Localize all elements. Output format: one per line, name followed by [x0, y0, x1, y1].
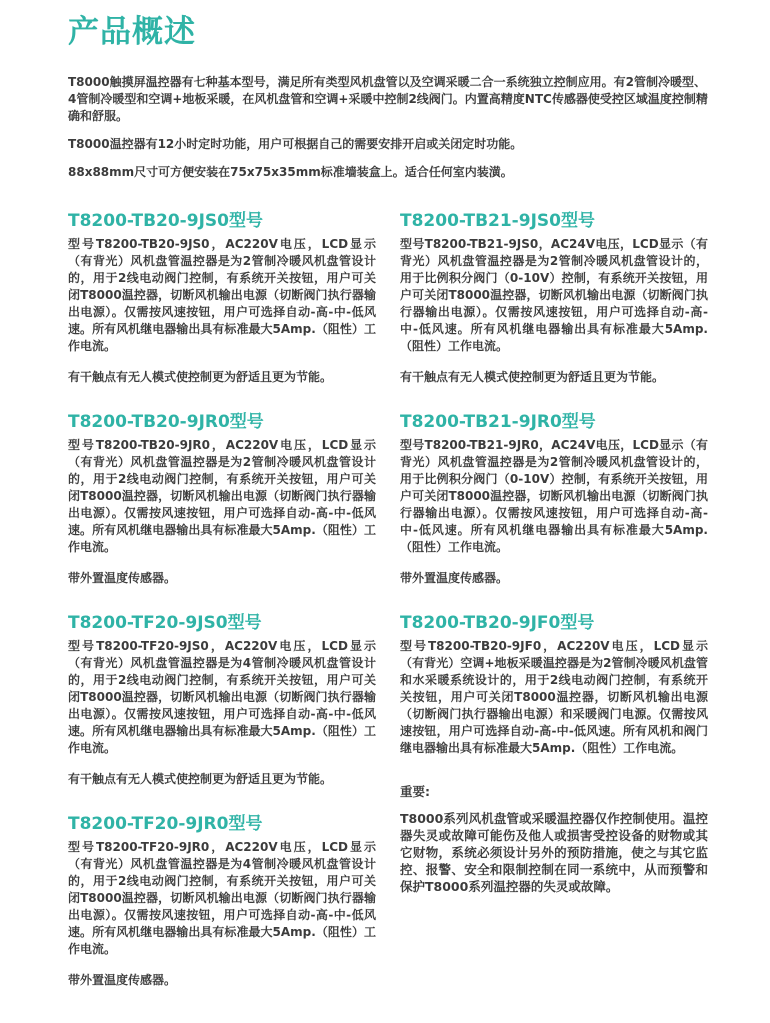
model-description: 型号T8200-TF20-9JR0，AC220V电压，LCD显示（有背光）风机盘管温控器是为4管制冷暖风机盘管设计的，用于2线电动阀门控制，有系统开关按钮，用户可关闭T8000温控器，切断风机输出电源（切断阀门执行器输出电源）。仅需按风速按钮，用户可选择自动-高-中-低风速。所有风机继电器输出具有标准最大5Amp.（阻性）工作电流。 [68, 840, 376, 956]
page-title: 产品概述 [68, 14, 196, 50]
model-title: T8200-TB20-9JF0型号 [400, 613, 595, 633]
model-note: 有干触点有无人模式使控制更为舒适且更为节能。 [68, 772, 333, 786]
left-column [68, 211, 376, 1015]
model-title: T8200-TF20-9JS0型号 [68, 613, 262, 633]
model-section-tb20-9jr0 [68, 412, 376, 587]
model-title: T8200-TF20-9JR0型号 [68, 814, 263, 834]
model-section-tf20-9jr0 [68, 814, 376, 989]
intro-section [68, 74, 708, 181]
model-title: T8200-TB21-9JS0型号 [400, 211, 595, 231]
model-title: T8200-TB21-9JR0型号 [400, 412, 596, 432]
important-label: 重要: [400, 784, 430, 799]
important-note [400, 783, 708, 895]
model-section-tb21-9js0 [400, 211, 708, 386]
model-title: T8200-TB20-9JS0型号 [68, 211, 263, 231]
model-description: 型号T8200-TB20-9JS0，AC220V电压，LCD显示（有背光）风机盘管温控器是为2管制冷暖风机盘管设计的，用于2线电动阀门控制，有系统开关按钮，用户可关闭T8000温控器，切断风机输出电源（切断阀门执行器输出电源）。仅需按风速按钮，用户可选择自动-高-中-低风速。所有风机继电器输出具有标准最大5Amp.（阻性）工作电流。 [68, 237, 376, 353]
model-description: 型号T8200-TF20-9JS0，AC220V电压，LCD显示（有背光）风机盘管温控器是为4管制冷暖风机盘管设计的，用于2线电动阀门控制，有系统开关按钮，用户可关闭T8000温控器，切断风机输出电源（切断阀门执行器输出电源）。仅需按风速按钮，用户可选择自动-高-中-低风速。所有风机继电器输出具有标准最大5Amp.（阻性）工作电流。 [68, 639, 376, 755]
model-section-tb20-9js0 [68, 211, 376, 386]
model-note: 带外置温度传感器。 [68, 571, 177, 585]
important-text: T8000系列风机盘管或采暖温控器仅作控制使用。温控器失灵或故障可能伤及他人或损害受控设备的财物或其它财物，系统必须设计另外的预防措施，使之与其它监控、报警、安全和限制控制在同一系统中，从而预警和保护T8000系列温控器的失灵或故障。 [400, 811, 708, 894]
model-description: 型号T8200-TB20-9JR0，AC220V电压，LCD显示（有背光）风机盘管温控器是为2管制冷暖风机盘管设计的，用于2线电动阀门控制，有系统开关按钮，用户可关闭T8000温控器，切断风机输出电源（切断阀门执行器输出电源）。仅需按风速按钮，用户可选择自动-高-中-低风速。所有风机继电器输出具有标准最大5Amp.（阻性）工作电流。 [68, 438, 376, 554]
model-section-tf20-9js0 [68, 613, 376, 788]
model-description: 型号T8200-TB20-9JF0，AC220V电压，LCD显示（有背光）空调+地板采暖温控器是为2管制冷暖风机盘管和水采暖系统设计的，用于2线电动阀门控制，有系统开关按钮，用户可关闭T8000温控器，切断风机输出电源（切断阀门执行器输出电源）和采暖阀门电源。仅需按风速按钮，用户可选择自动-高-中-低风速。所有风机和阀门继电器输出具有标准最大5Amp.（阻性）工作电流。 [400, 639, 708, 755]
model-note: 有干触点有无人模式使控制更为舒适且更为节能。 [68, 370, 333, 384]
model-description: 型号T8200-TB21-9JS0，AC24V电压，LCD显示（有背光）风机盘管温控器是为2管制冷暖风机盘管设计的，用于比例积分阀门（0-10V）控制，有系统开关按钮，用户可关闭T8000温控器，切断风机输出电源（切断阀门执行器输出电源）。仅需按风速按钮，用户可选择自动-高-中-低风速。所有风机继电器输出具有标准最大5Amp.（阻性）工作电流。 [400, 237, 708, 353]
model-columns [68, 211, 708, 1015]
model-section-tb21-9jr0 [400, 412, 708, 587]
intro-paragraph-2: T8000温控器有12小时定时功能，用户可根据自己的需要安排开启或关闭定时功能。 [68, 137, 523, 151]
model-section-tb20-9jf0 [400, 613, 708, 757]
model-title: T8200-TB20-9JR0型号 [68, 412, 264, 432]
model-note: 带外置温度传感器。 [400, 571, 509, 585]
model-note: 带外置温度传感器。 [68, 973, 177, 987]
model-note: 有干触点有无人模式使控制更为舒适且更为节能。 [400, 370, 665, 384]
intro-paragraph-3: 88x88mm尺寸可方便安装在75x75x35mm标准墙装盒上。适合任何室内装潢。 [68, 165, 513, 179]
model-description: 型号T8200-TB21-9JR0，AC24V电压，LCD显示（有背光）风机盘管温控器是为2管制冷暖风机盘管设计的，用于比例积分阀门（0-10V）控制，有系统开关按钮，用户可关闭T8000温控器，切断风机输出电源（切断阀门执行器输出电源）。仅需按风速按钮，用户可选择自动-高-中-低风速。所有风机继电器输出具有标准最大5Amp.（阻性）工作电流。 [400, 438, 708, 554]
right-column [400, 211, 708, 1015]
intro-paragraph-1: T8000触摸屏温控器有七种基本型号，满足所有类型风机盘管以及空调采暖二合一系统独立控制应用。有2管制冷暖型、4管制冷暖型和空调+地板采暖，在风机盘管和空调+采暖中控制2线阀门。内置高精度NTC传感器使受控区域温度控制精确和舒服。 [68, 75, 708, 123]
